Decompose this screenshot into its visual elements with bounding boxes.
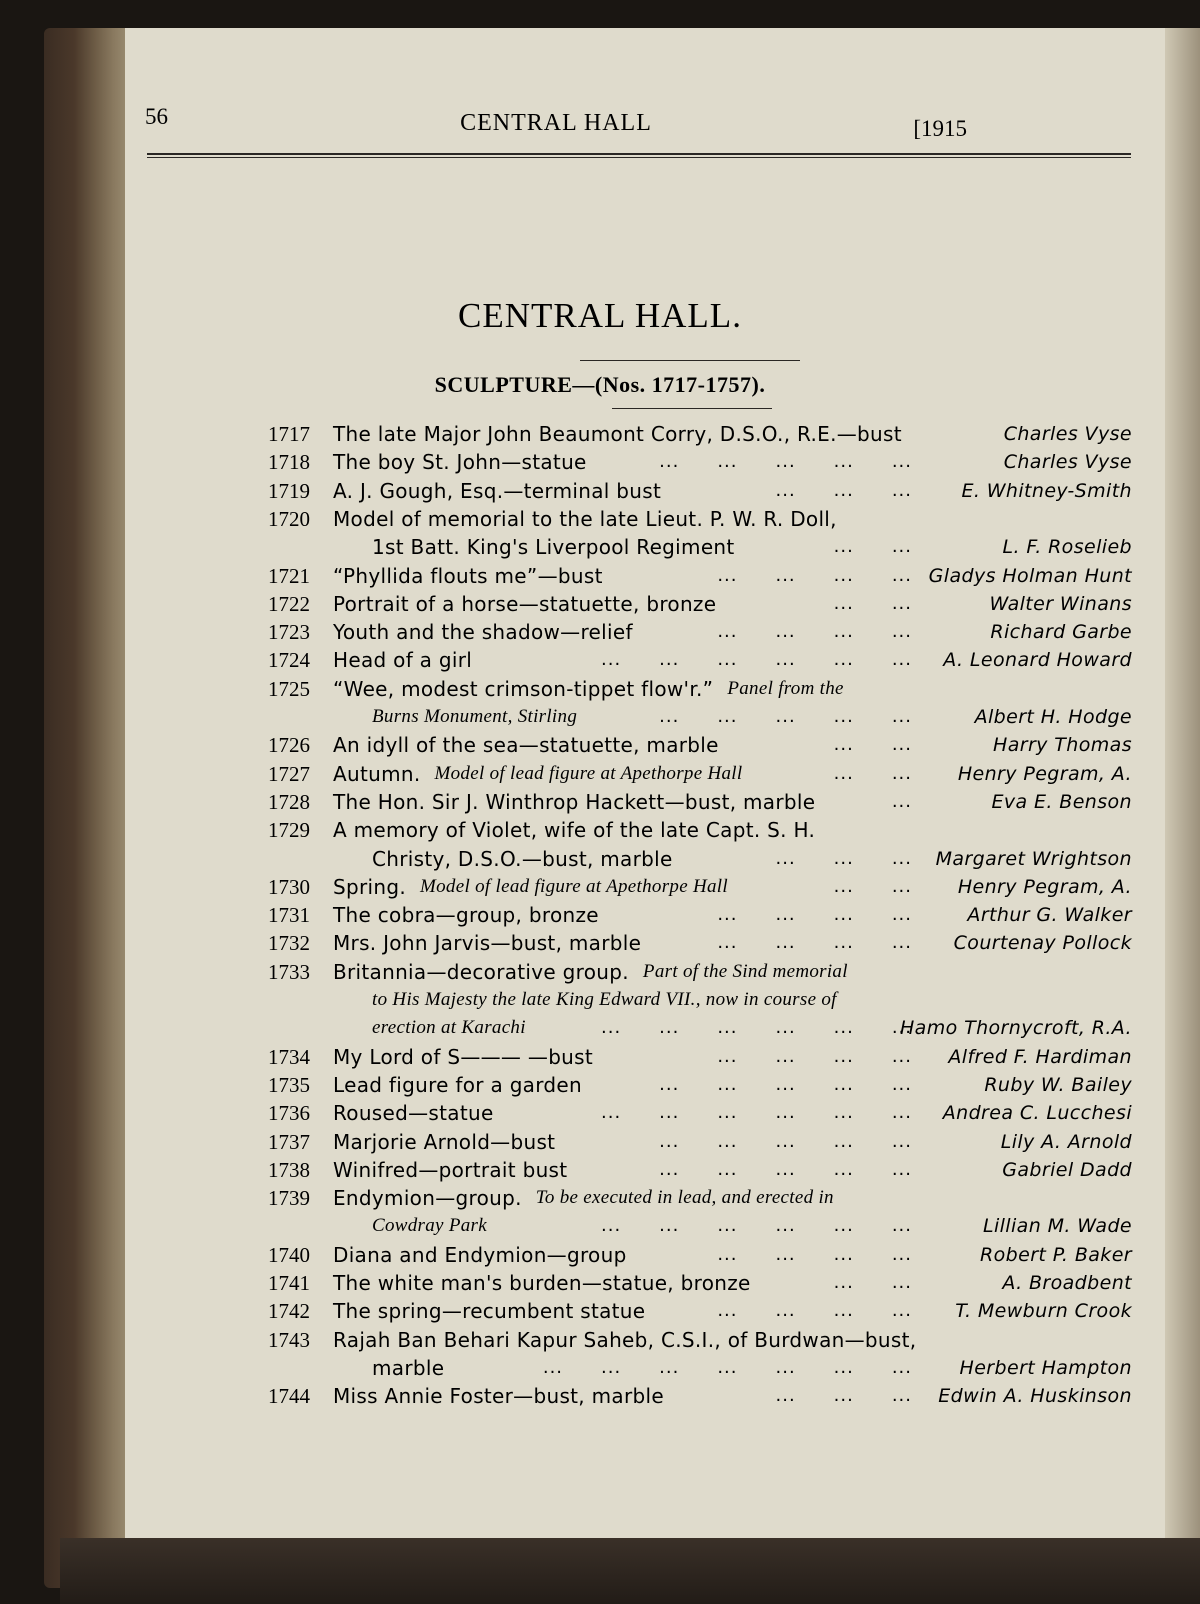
entry-number: 1728 — [268, 789, 310, 814]
entry-title: Portrait of a horse—statuette, bronze — [333, 591, 717, 616]
entry-title: The late Major John Beaumont Corry, D.S.O., R.E.—bust — [333, 422, 902, 446]
entry-artist: Alfred F. Hardiman — [948, 1045, 1132, 1068]
entry-artist: Harry Thomas — [993, 734, 1132, 757]
leader-dots: ... ... ... ... ... — [659, 1130, 912, 1152]
entry-artist: Gladys Holman Hunt — [928, 564, 1132, 587]
entry-title: The boy St. John—statue — [333, 450, 587, 475]
entry-artist: A. Leonard Howard — [943, 649, 1132, 672]
entry-number: 1732 — [268, 931, 310, 956]
entry-number: 1721 — [268, 563, 310, 588]
entry-artist: E. Whitney-Smith — [961, 479, 1132, 502]
entry-title: marble — [372, 1355, 445, 1380]
leader-dots: ... ... ... — [775, 1385, 912, 1407]
entry-artist: Gabriel Dadd — [1002, 1158, 1132, 1181]
header-rule-thin — [147, 157, 1131, 158]
entry-title: The spring—recumbent statue — [333, 1299, 646, 1324]
leader-dots: ... ... ... ... — [717, 1045, 912, 1067]
leader-dots: ... ... ... ... ... — [659, 706, 912, 727]
facing-page-edge — [1165, 28, 1200, 1538]
entry-artist: Albert H. Hodge — [974, 706, 1132, 728]
leader-dots: ... ... ... ... ... — [659, 1073, 912, 1095]
leader-dots: ... ... — [833, 1272, 912, 1293]
entry-number: 1723 — [268, 620, 310, 645]
entry-title: Rajah Ban Behari Kapur Saheb, C.S.I., of Burdwan—bust, — [333, 1327, 917, 1352]
entry-title: A memory of Violet, wife of the late Capt. S. H. — [333, 818, 816, 843]
entry-title: Lead figure for a garden — [333, 1072, 582, 1097]
entry-artist: Charles Vyse — [1003, 423, 1132, 445]
entry-number: 1725 — [268, 676, 310, 701]
entry-number: 1744 — [268, 1384, 310, 1409]
leader-dots: ... ... — [833, 592, 912, 614]
header-rule — [147, 153, 1131, 155]
entry-number: 1719 — [268, 478, 310, 503]
entry-title: The Hon. Sir J. Winthrop Hackett—bust, marble — [333, 789, 816, 814]
leader-dots: ... ... ... ... — [717, 621, 912, 643]
entry-number: 1735 — [268, 1072, 310, 1097]
entry-number: 1740 — [268, 1242, 310, 1267]
entry-note: Burns Monument, Stirling — [372, 706, 578, 727]
entry-number: 1734 — [268, 1044, 310, 1069]
entry-title: A. J. Gough, Esq.—terminal bust — [333, 478, 662, 503]
subtitle-rule — [612, 408, 772, 409]
entry-note: erection at Karachi — [372, 1017, 526, 1039]
entry-artist: Lillian M. Wade — [982, 1215, 1132, 1238]
entry-artist: Andrea C. Lucchesi — [942, 1102, 1132, 1125]
book-bottom-edge — [60, 1538, 1200, 1604]
entry-title: Roused—statue — [333, 1101, 494, 1126]
entry-title: “Wee, modest crimson-tippet flow'r.” — [333, 676, 714, 701]
leader-dots: ... ... ... ... ... ... — [601, 1017, 912, 1039]
leader-dots: ... ... ... ... — [717, 904, 912, 926]
running-head — [145, 80, 967, 141]
entry-title: Winifred—portrait bust — [333, 1157, 568, 1182]
entry-artist: Herbert Hampton — [959, 1356, 1132, 1379]
entry-title: Spring. — [333, 874, 406, 899]
entry-number: 1741 — [268, 1271, 310, 1295]
entry-artist: Arthur G. Walker — [967, 904, 1132, 927]
entry-title: Diana and Endymion—group — [333, 1242, 627, 1267]
entry-title: Miss Annie Foster—bust, marble — [333, 1384, 664, 1409]
entry-artist: Henry Pegram, A. — [957, 762, 1132, 785]
entry-number: 1717 — [268, 422, 310, 446]
entry-number: 1722 — [268, 591, 310, 616]
entry-note: Model of lead figure at Apethorpe Hall — [434, 762, 743, 784]
entry-number: 1729 — [268, 818, 310, 843]
entry-title: Model of memorial to the late Lieut. P. W. R. Doll, — [333, 506, 837, 531]
entry-number: 1726 — [268, 733, 310, 758]
section-title: CENTRAL HALL. — [458, 296, 742, 335]
leader-dots: ... ... ... ... ... ... ... — [542, 1356, 912, 1378]
entry-note: Cowdray Park — [372, 1215, 487, 1237]
leader-dots: ... ... ... ... ... — [659, 451, 912, 473]
leader-dots: ... ... ... — [775, 479, 912, 501]
entry-number: 1742 — [268, 1299, 310, 1324]
entry-artist: Ruby W. Bailey — [984, 1073, 1132, 1096]
leader-dots: ... ... ... ... — [717, 1243, 912, 1265]
entry-title: “Phyllida flouts me”—bust — [333, 563, 603, 588]
entry-title: Endymion—group. — [333, 1186, 522, 1211]
entry-number: 1733 — [268, 959, 310, 984]
entry-artist: Richard Garbe — [990, 621, 1132, 644]
entry-note: To be executed in lead, and erected in — [535, 1187, 834, 1209]
entry-title: 1st Batt. King's Liverpool Regiment — [372, 535, 735, 560]
entry-artist: Eva E. Benson — [991, 790, 1132, 813]
entry-title: Marjorie Arnold—bust — [333, 1129, 556, 1154]
leader-dots: ... ... — [833, 762, 912, 784]
entry-artist: Charles Vyse — [1003, 451, 1132, 474]
entry-title: Head of a girl — [333, 648, 473, 673]
running-head-year: [1915 — [913, 116, 967, 141]
section-subtitle: SCULPTURE—(Nos. 1717-1757). — [434, 372, 766, 397]
entry-number: 1736 — [268, 1101, 310, 1126]
entry-artist: Walter Winans — [989, 592, 1132, 615]
entry-number: 1720 — [268, 506, 310, 531]
entry-title: Mrs. John Jarvis—bust, marble — [333, 931, 642, 956]
entry-title: Christy, D.S.O.—bust, marble — [372, 846, 673, 871]
entry-number: 1727 — [268, 761, 310, 786]
leader-dots: ... ... ... ... ... ... — [601, 1215, 912, 1237]
entry-number: 1738 — [268, 1157, 310, 1182]
entry-note: Model of lead figure at Apethorpe Hall — [420, 875, 728, 897]
leader-dots: ... ... — [833, 536, 912, 558]
entry-number: 1731 — [268, 903, 310, 928]
leader-dots: ... ... ... ... — [717, 932, 912, 954]
leader-dots: ... ... ... ... ... — [659, 1158, 912, 1180]
entry-artist: Robert P. Baker — [980, 1243, 1132, 1266]
entry-number: 1730 — [268, 874, 310, 899]
entry-title: The cobra—group, bronze — [333, 903, 599, 928]
entry-note: Panel from the — [727, 677, 844, 699]
entry-title: The white man's burden—statue, bronze — [333, 1271, 751, 1295]
entry-artist: Henry Pegram, A. — [957, 875, 1132, 898]
leader-dots: ... ... ... ... ... ... — [601, 1102, 912, 1124]
entry-number: 1739 — [268, 1186, 310, 1211]
entry-number: 1718 — [268, 450, 310, 475]
entry-title: Britannia—decorative group. — [333, 959, 629, 984]
entry-artist: A. Broadbent — [1002, 1272, 1132, 1294]
entry-number: 1743 — [268, 1327, 310, 1352]
entry-number: 1724 — [268, 648, 310, 673]
leader-dots: ... ... ... ... — [717, 1300, 912, 1322]
leader-dots: ... — [891, 790, 912, 812]
entry-title: An idyll of the sea—statuette, marble — [333, 733, 719, 758]
entry-artist: Margaret Wrightson — [935, 847, 1132, 870]
entry-note: to His Majesty the late King Edward VII., now in course of — [372, 989, 837, 1010]
entry-artist: Lily A. Arnold — [1000, 1130, 1132, 1153]
entry-artist: Edwin A. Huskinson — [938, 1385, 1132, 1408]
entry-title: Autumn. — [333, 761, 421, 786]
leader-dots: ... ... — [833, 875, 912, 897]
entry-note: Part of the Sind memorial — [642, 960, 848, 982]
entry-title: My Lord of S——— —bust — [333, 1044, 594, 1069]
leader-dots: ... ... ... ... — [717, 564, 912, 586]
leader-dots: ... ... — [833, 734, 912, 756]
entry-title: Youth and the shadow—relief — [333, 620, 633, 645]
running-head-title: CENTRAL HALL — [460, 110, 652, 136]
entry-artist: L. F. Roselieb — [1002, 536, 1132, 559]
entry-artist: Hamo Thornycroft, R.A. — [899, 1017, 1132, 1040]
leader-dots: ... ... ... — [775, 847, 912, 869]
entry-number: 1737 — [268, 1129, 310, 1154]
page-number: 56 — [145, 104, 168, 129]
entry-artist: T. Mewburn Crook — [955, 1300, 1132, 1323]
leader-dots: ... ... ... ... ... ... — [601, 649, 912, 671]
entry-artist: Courtenay Pollock — [953, 932, 1132, 955]
title-rule — [580, 360, 800, 361]
